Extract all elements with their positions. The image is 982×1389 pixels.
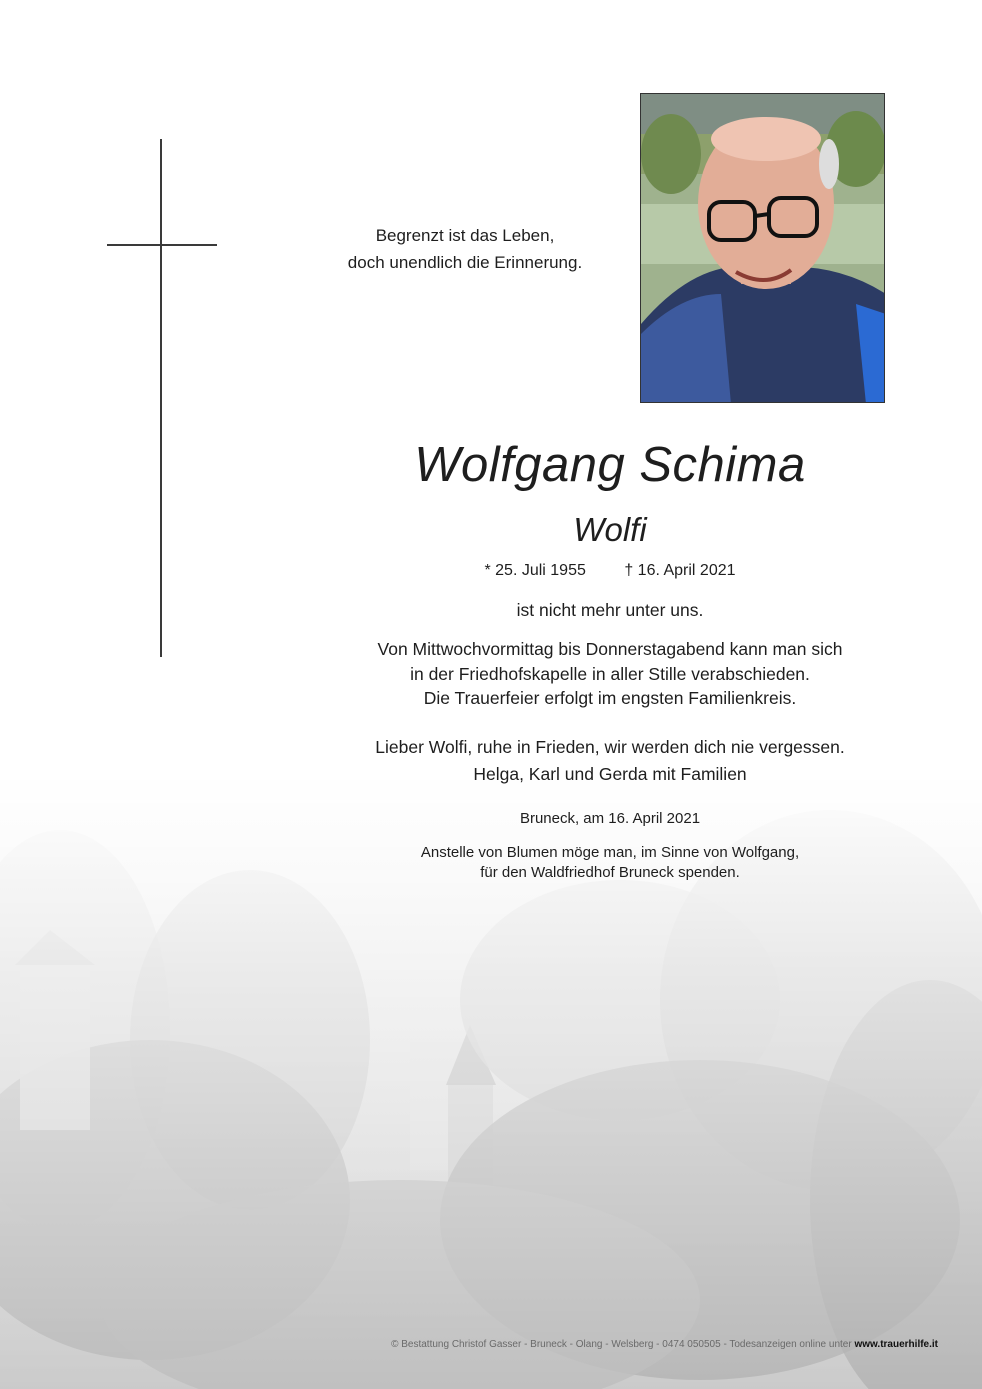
cross-vertical-bar [160, 139, 162, 657]
announcement-body [340, 637, 880, 711]
birth-date: * 25. Juli 1955 [484, 562, 586, 579]
farewell-signature: Helga, Karl und Gerda mit Familien [473, 764, 747, 784]
farewell-line-1: Lieber Wolfi, ruhe in Frieden, wir werden dich nie vergessen. [375, 737, 845, 757]
place-and-date: Bruneck, am 16. April 2021 [519, 810, 701, 827]
deceased-name: Wolfgang Schima [414, 438, 806, 492]
death-date: † 16. April 2021 [624, 562, 736, 579]
memorial-quote [300, 222, 630, 276]
footer-text: © Bestattung Christof Gasser - Bruneck - Olang - Welsberg - 0474 050505 - Todesanzeigen online unter [391, 1339, 852, 1350]
cross-horizontal-bar [107, 244, 217, 246]
farewell-message [340, 734, 880, 788]
status-text: ist nicht mehr unter uns. [516, 600, 704, 620]
deceased-nickname: Wolfi [573, 511, 647, 548]
body-line: Von Mittwochvormittag bis Donnerstagabend kann man sich [377, 639, 843, 659]
portrait-photo [640, 93, 885, 403]
note-line: für den Waldfriedhof Bruneck spenden. [480, 864, 740, 881]
body-line: in der Friedhofskapelle in aller Stille verabschieden. [410, 663, 810, 684]
quote-line-1: Begrenzt ist das Leben, [375, 226, 555, 245]
footer-link[interactable]: www.trauerhilfe.it [854, 1339, 938, 1350]
note-line: Anstelle von Blumen möge man, im Sinne von Wolfgang, [420, 844, 800, 861]
footer-credits [391, 1339, 938, 1350]
life-dates [340, 560, 880, 582]
donation-note [340, 843, 880, 883]
quote-line-2: doch unendlich die Erinnerung. [347, 253, 583, 272]
body-line: Die Trauerfeier erfolgt im engsten Familienkreis. [423, 688, 797, 708]
